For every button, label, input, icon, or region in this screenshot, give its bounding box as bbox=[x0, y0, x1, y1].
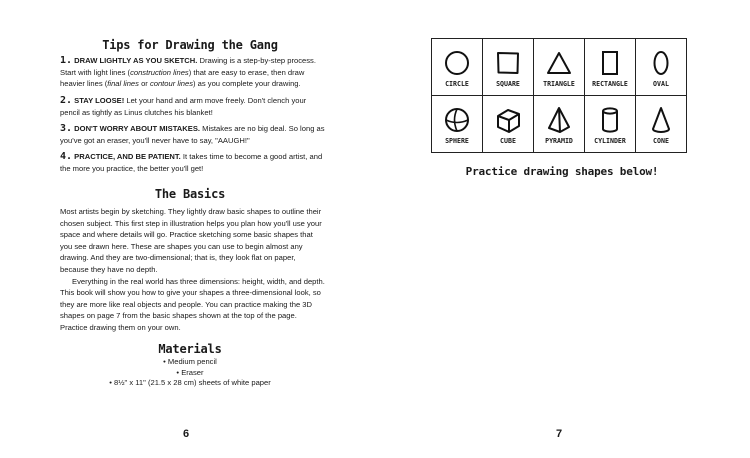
tip-text: It takes time to become a good artist, and the more you practice, the better you'll get! bbox=[60, 152, 323, 173]
oval-icon bbox=[647, 49, 675, 77]
tips-title: Tips for Drawing the Gang bbox=[102, 38, 278, 52]
materials-item: • 8½" x 11" (21.5 x 28 cm) sheets of white paper bbox=[109, 378, 271, 388]
square-icon bbox=[494, 49, 522, 77]
cube-icon bbox=[494, 106, 522, 134]
tip-lead: DRAW LIGHTLY AS YOU SKETCH. bbox=[74, 56, 198, 65]
page-number: 6 bbox=[183, 428, 190, 440]
tip-lead: PRACTICE, AND BE PATIENT. bbox=[74, 152, 181, 161]
tip-text: Let your hand and arm move freely. Don't clench your pencil as tightly as Linus clutches his blanket! bbox=[60, 96, 307, 117]
tip-text: ) as you complete your drawing. bbox=[193, 79, 301, 89]
tip-3 bbox=[60, 123, 328, 146]
shape-cell-cube bbox=[483, 96, 534, 153]
circle-icon bbox=[443, 49, 471, 77]
tip-number: 4. bbox=[60, 151, 73, 162]
tip-4 bbox=[60, 151, 328, 174]
shape-cell-oval bbox=[636, 39, 687, 96]
shape-label: CYLINDER bbox=[594, 137, 626, 145]
basics-text bbox=[60, 206, 326, 334]
tip-number: 3. bbox=[60, 123, 73, 134]
shape-label: CONE bbox=[653, 137, 669, 145]
triangle-icon bbox=[545, 49, 573, 77]
tip-text: ) that are easy to erase, then draw heavier lines ( bbox=[60, 67, 305, 89]
shape-label: CUBE bbox=[500, 137, 516, 145]
tip-text: Drawing is a step-by-step process. Start with light lines ( bbox=[60, 56, 316, 77]
shape-cell-rectangle bbox=[585, 39, 636, 96]
tip-number: 2. bbox=[60, 95, 73, 106]
tip-text: or bbox=[138, 79, 150, 89]
materials-item: • Eraser bbox=[176, 367, 204, 377]
shape-label: TRIANGLE bbox=[543, 80, 575, 88]
basics-paragraph-2: Everything in the real world has three dimensions: height, width, and depth. This book will show you how to give your shapes a three-dimensional look, so they are more like real objects and people. You can practice making the 3D shapes on page 7 from the basic shapes shown at the top of the page. Practice drawing them on your own. bbox=[60, 276, 325, 332]
shape-label: SQUARE bbox=[496, 80, 520, 88]
tip-text: Mistakes are no big deal. So long as you've got an eraser, you'll never have to say, "AAUGH!" bbox=[60, 124, 325, 145]
basics-paragraph-1: Most artists begin by sketching. They lightly draw basic shapes to outline their chosen subject. This first step in illustration helps you plan how you'll use your space and where details will go. Practice sketching some basic shapes that you see drawn here. These are shapes you can use to begin almost any drawing. And they are two-dimensional; that is, they look flat on paper, because they have no depth. bbox=[60, 207, 322, 274]
shape-label: OVAL bbox=[653, 80, 669, 88]
shapes-row-3d bbox=[432, 96, 687, 153]
materials-title: Materials bbox=[158, 342, 222, 356]
tip-lead: DON'T WORRY ABOUT MISTAKES. bbox=[74, 124, 201, 133]
tip-number: 1. bbox=[60, 55, 73, 66]
tip-2 bbox=[60, 95, 328, 118]
shape-label: PYRAMID bbox=[545, 137, 573, 145]
basics-title: The Basics bbox=[154, 187, 226, 201]
shape-cell-sphere bbox=[432, 96, 483, 153]
cylinder-icon bbox=[596, 106, 624, 134]
shape-cell-cylinder bbox=[585, 96, 636, 153]
shape-cell-square bbox=[483, 39, 534, 96]
materials-list bbox=[60, 357, 320, 389]
shapes-grid bbox=[431, 38, 687, 153]
shape-cell-cone bbox=[636, 96, 687, 153]
tip-term: contour lines bbox=[149, 79, 193, 89]
shape-cell-circle bbox=[432, 39, 483, 96]
tip-term: construction lines bbox=[130, 67, 189, 77]
shape-cell-triangle bbox=[534, 39, 585, 96]
pyramid-icon bbox=[545, 106, 573, 134]
rectangle-icon bbox=[596, 49, 624, 77]
right-page bbox=[375, 0, 750, 458]
shape-cell-pyramid bbox=[534, 96, 585, 153]
shape-label: SPHERE bbox=[445, 137, 469, 145]
tip-1 bbox=[60, 55, 328, 90]
cone-icon bbox=[647, 106, 675, 134]
shape-label: CIRCLE bbox=[445, 80, 469, 88]
materials-item: • Medium pencil bbox=[163, 357, 217, 366]
practice-caption: Practice drawing shapes below! bbox=[465, 165, 659, 178]
tip-lead: STAY LOOSE! bbox=[74, 96, 125, 105]
tip-term: final lines bbox=[107, 79, 139, 89]
page-number: 7 bbox=[556, 428, 563, 440]
sphere-icon bbox=[443, 106, 471, 134]
shapes-row-2d bbox=[432, 39, 687, 96]
shape-label: RECTANGLE bbox=[592, 80, 628, 88]
